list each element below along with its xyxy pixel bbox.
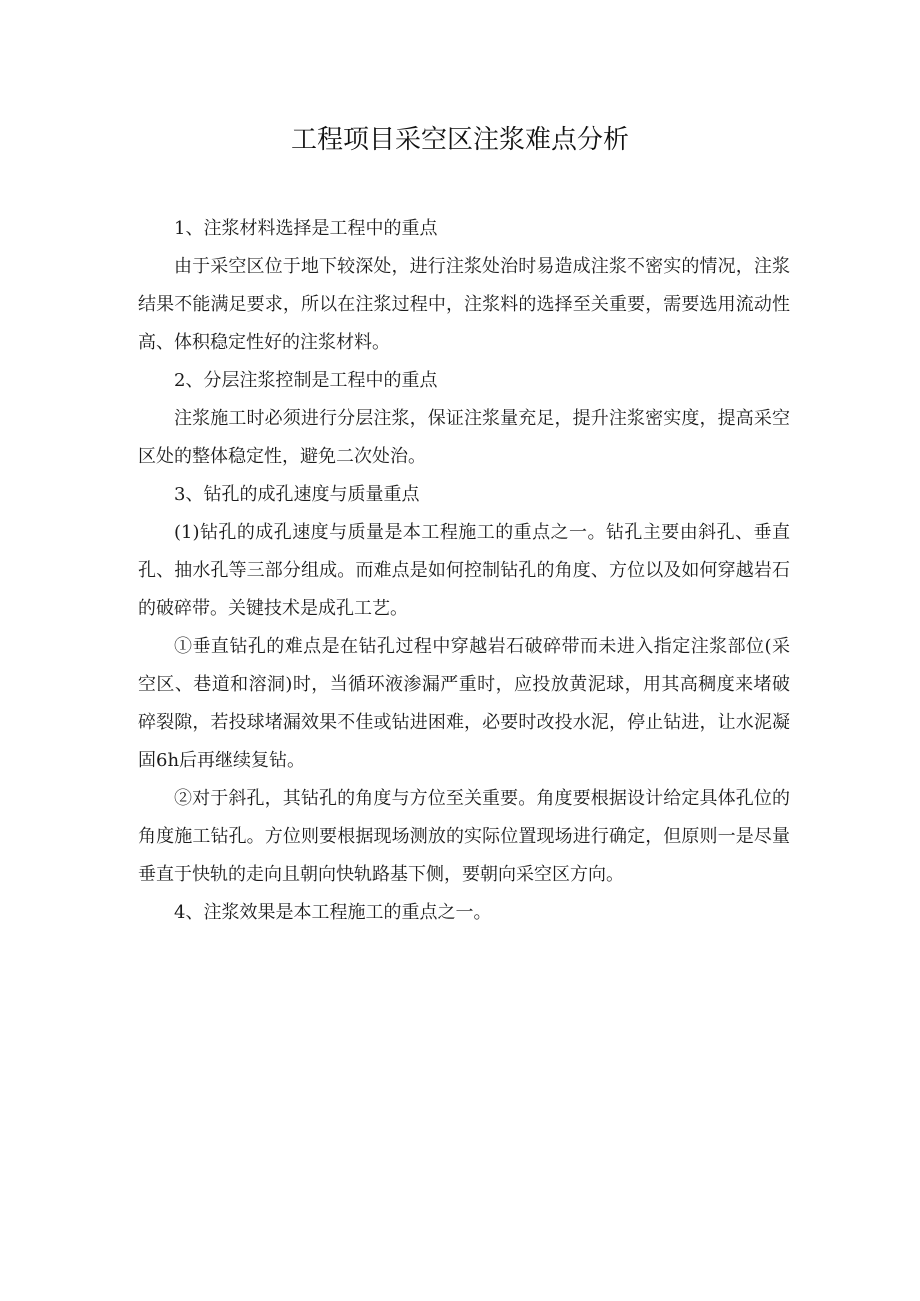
section-heading-3: 3、钻孔的成孔速度与质量重点	[174, 484, 420, 505]
paragraph: ②对于斜孔，其钻孔的角度与方位至关重要。角度要根据设计给定具体孔位的角度施工钻孔。方位则要根据现场测放的实际位置现场进行确定，但原则一是尽量垂直于快轨的走向且朝向快轨路基下侧，要朝向采空区方向。	[138, 788, 790, 885]
document-body	[138, 210, 790, 932]
document-title: 工程项目采空区注浆难点分析	[290, 125, 629, 155]
section-heading-4: 4、注浆效果是本工程施工的重点之一。	[174, 902, 492, 923]
paragraph: (1)钻孔的成孔速度与质量是本工程施工的重点之一。钻孔主要由斜孔、垂直孔、抽水孔等三部分组成。而难点是如何控制钻孔的角度、方位以及如何穿越岩石的破碎带。关键技术是成孔工艺。	[138, 522, 790, 619]
paragraph: 由于采空区位于地下较深处，进行注浆处治时易造成注浆不密实的情况，注浆结果不能满足要求，所以在注浆过程中，注浆料的选择至关重要，需要选用流动性高、体积稳定性好的注浆材料。	[138, 256, 790, 353]
section-heading-2: 2、分层注浆控制是工程中的重点	[174, 370, 438, 391]
section-heading-1: 1、注浆材料选择是工程中的重点	[174, 218, 438, 239]
paragraph: 注浆施工时必须进行分层注浆，保证注浆量充足，提升注浆密实度，提高采空区处的整体稳定性，避免二次处治。	[138, 408, 790, 467]
paragraph: ①垂直钻孔的难点是在钻孔过程中穿越岩石破碎带而未进入指定注浆部位(采空区、巷道和溶洞)时，当循环液渗漏严重时，应投放黄泥球，用其高稠度来堵破碎裂隙，若投球堵漏效果不佳或钻进困难，必要时改投水泥，停止钻进，让水泥凝固6h后再继续复钻。	[138, 636, 790, 771]
